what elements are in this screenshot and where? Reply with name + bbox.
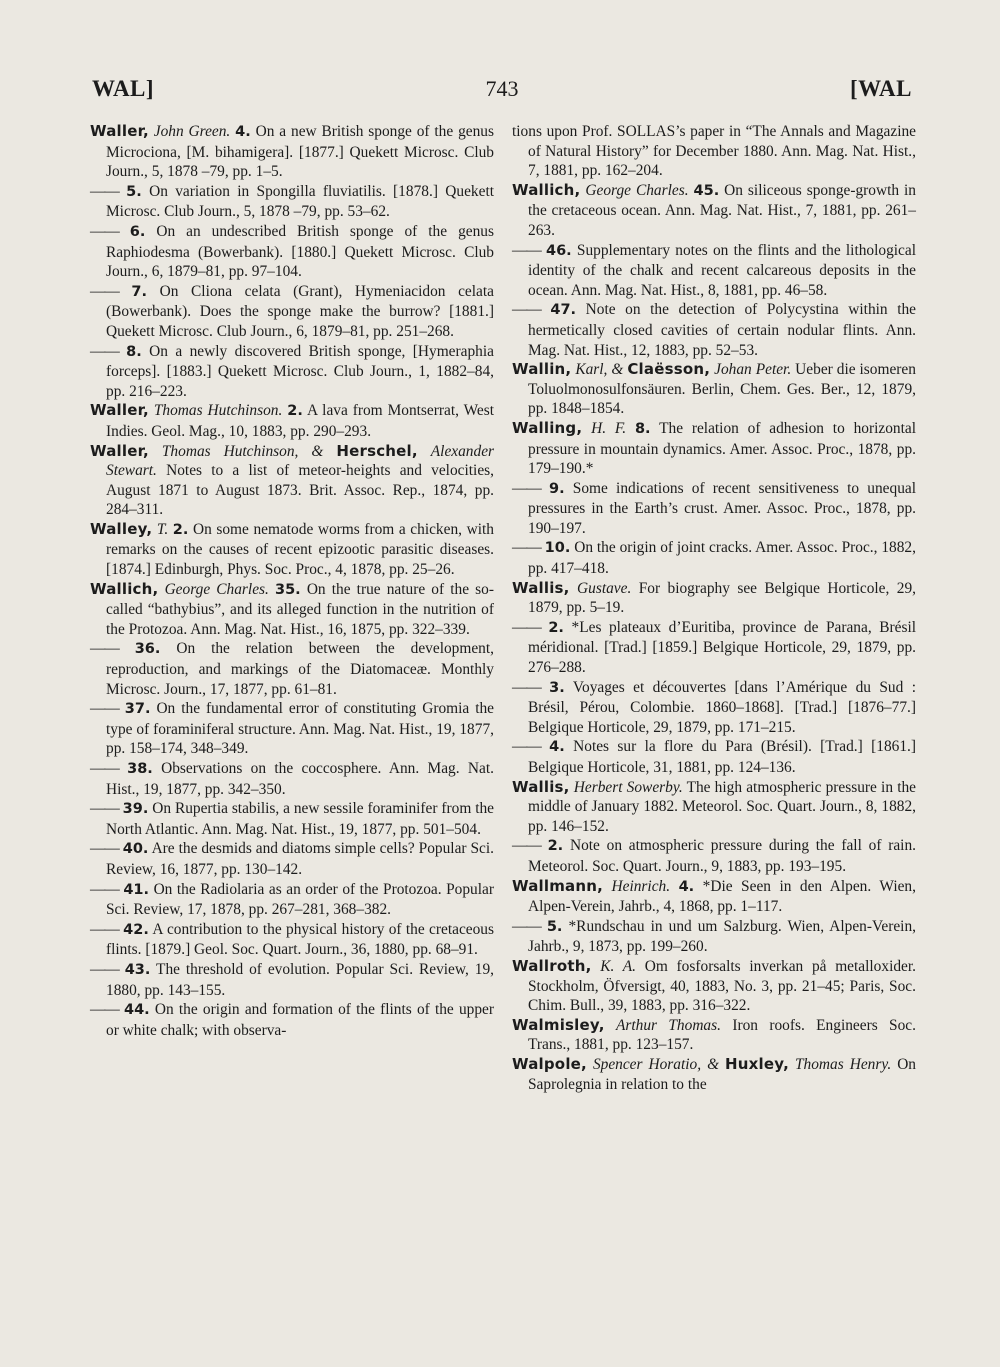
bibliography-entry xyxy=(512,360,916,419)
coauthor-given-name: Alexander Stewart. xyxy=(106,442,495,480)
entry-number: 46. xyxy=(546,242,572,259)
entry-text: *Die Seen in den Alpen. Wien, Alpen-Verein, Jahrb., 4, 1868, pp. 1–117. xyxy=(528,877,916,916)
entry-number: 10. xyxy=(544,540,571,557)
bibliography-entry xyxy=(512,778,916,837)
bibliography-entry xyxy=(90,182,494,222)
author-surname: Walpole, xyxy=(512,1054,587,1073)
author-surname: Wallich, xyxy=(90,579,159,598)
entry-text: On a new British sponge of the genus Microciona, [M. bihamigera]. [1877.] Quekett Microsc. Club Journ., 5, 1878 –79, pp. 1–5. xyxy=(106,123,494,181)
entry-number: 3. xyxy=(549,679,565,696)
entry-number: 4. xyxy=(678,878,695,895)
entry-number: 8. xyxy=(634,420,651,437)
entry-text: A contribution to the physical history of the cretaceous flints. [1879.] Geol. Soc. Quart. Journ., 36, 1880, pp. 68–91. xyxy=(106,920,494,959)
ditto-dash: —— xyxy=(512,917,541,935)
bibliography-entry xyxy=(90,282,494,342)
entry-text: On the origin and formation of the flints of the upper or white chalk; with observa- xyxy=(106,1001,494,1039)
coauthor-given-name: Thomas Henry. xyxy=(794,1055,892,1073)
bibliography-entry xyxy=(512,579,916,618)
author-surname: Walmisley, xyxy=(512,1015,605,1034)
entry-number: 44. xyxy=(123,1002,150,1019)
entry-text: *Rundschau in und um Salzburg. Wien, Alpen-Verein, Jahrb., 9, 1873, pp. 199–260. xyxy=(528,917,916,956)
coauthor-given-name: Johan Peter. xyxy=(714,361,792,379)
entry-text: On the true nature of the so-called “bathybius”, and its alleged function in the nutrition of the Protozoa. Ann. Mag. Nat. Hist., 16, 1875, pp. 322–339. xyxy=(106,580,494,638)
bibliography-entry xyxy=(90,442,494,520)
ditto-dash: —— xyxy=(512,678,541,696)
bibliography-entry xyxy=(512,917,916,957)
entry-number: 39. xyxy=(122,801,149,818)
bibliography-entry xyxy=(512,1055,916,1094)
ditto-dash: —— xyxy=(512,301,541,319)
coauthor-surname: Claësson, xyxy=(627,360,711,379)
bibliography-entry xyxy=(90,639,494,699)
entry-number: 45. xyxy=(693,182,720,199)
ditto-dash: —— xyxy=(512,539,541,557)
ditto-dash: —— xyxy=(90,282,119,300)
entry-number: 36. xyxy=(134,641,161,658)
ditto-dash: —— xyxy=(90,920,119,938)
ditto-dash: —— xyxy=(90,640,119,658)
header-left-guide-word: WAL] xyxy=(92,76,155,101)
entry-number: 6. xyxy=(129,223,146,240)
author-surname: Wallmann, xyxy=(512,876,604,895)
author-given-name: Thomas Hutchinson, & xyxy=(161,442,324,460)
entry-text: On the origin of joint cracks. Amer. Assoc. Proc., 1882, pp. 417–418. xyxy=(528,539,916,578)
entry-text: Iron roofs. Engineers Soc. Trans., 1881, pp. 123–157. xyxy=(528,1016,916,1054)
author-surname: Waller, xyxy=(90,441,149,460)
entry-number: 4. xyxy=(549,739,565,756)
bibliography-entry xyxy=(512,479,916,539)
entry-text: Note on atmospheric pressure during the fall of rain. Meteorol. Soc. Quart. Journ., 9, 1883, pp. 193–195. xyxy=(528,837,916,875)
author-given-name: Thomas Hutchinson. xyxy=(153,402,283,420)
bibliography-entry xyxy=(90,960,494,1000)
entry-number: 5. xyxy=(546,918,563,935)
bibliography-entry xyxy=(90,122,494,182)
entry-number: 42. xyxy=(123,921,149,938)
ditto-dash: —— xyxy=(512,738,541,756)
ditto-dash: —— xyxy=(90,840,119,858)
entry-number: 4. xyxy=(235,124,251,140)
ditto-dash: —— xyxy=(90,342,119,360)
entry-text: On a newly discovered British sponge, [Hymeraphia forceps]. [1883.] Quekett Microsc. Club Journ., 1, 1882–84, pp. 216–223. xyxy=(106,342,494,400)
bibliography-entry xyxy=(512,419,916,479)
author-surname: Wallich, xyxy=(512,180,581,199)
entry-number: 43. xyxy=(124,961,151,978)
entry-number: 2. xyxy=(548,619,564,636)
ditto-dash: —— xyxy=(512,837,541,855)
author-given-name: T. xyxy=(156,520,169,538)
ditto-dash: —— xyxy=(90,800,119,818)
entry-number: 38. xyxy=(127,761,153,777)
ditto-dash: —— xyxy=(90,222,119,240)
author-surname: Wallroth, xyxy=(512,956,592,975)
bibliography-entry xyxy=(512,1016,916,1055)
author-given-name: Spencer Horatio, & xyxy=(592,1055,720,1073)
entry-text: On siliceous sponge-growth in the cretaceous ocean. Ann. Mag. Nat. Hist., 7, 1881, pp. 261–263. xyxy=(528,181,917,239)
entry-number: 8. xyxy=(126,343,142,360)
entry-number: 2. xyxy=(287,403,303,420)
entry-text: On the fundamental error of constituting Gromia the type of foraminiferal structure. Ann. Mag. Nat. Hist., 19, 1877, pp. 158–174, 348–349. xyxy=(106,700,494,758)
entry-text: Voyages et découvertes [dans l’Amérique du Sud : Brésil, Pérou, Colombie. 1860–1868]. [Trad.] [1876–77.] Belgique Horticole, 29, 1879, pp. 171–215. xyxy=(528,678,916,736)
entry-text: The threshold of evolution. Popular Sci. Review, 19, 1880, pp. 143–155. xyxy=(106,960,494,999)
bibliography-entry xyxy=(90,759,494,799)
entry-text: Are the desmids and diatoms simple cells? Popular Sci. Review, 16, 1877, pp. 130–142. xyxy=(106,840,494,878)
bibliography-entry xyxy=(90,799,494,839)
bibliography-entry xyxy=(512,877,916,917)
bibliography-entry xyxy=(512,678,916,738)
entry-text: On Cliona celata (Grant), Hymeniacidon celata (Bowerbank). Does the sponge make the burrow? [1881.] Quekett Microsc. Club Journ., 6, 1879–81, pp. 251–268. xyxy=(106,282,494,340)
entry-text: Notes to a list of meteor-heights and velocities, August 1871 to August 1873. Brit. Assoc. Rep., 1874, pp. 284–311. xyxy=(106,462,494,519)
bibliography-entry xyxy=(512,181,916,241)
entry-text: Some indications of recent sensitiveness to unequal pressures in the Earth’s crust. Amer. Assoc. Proc., 1878, pp. 190–197. xyxy=(528,479,916,537)
ditto-dash: —— xyxy=(90,960,119,978)
ditto-dash: —— xyxy=(90,182,119,200)
entry-text: On variation in Spongilla fluviatilis. [1878.] Quekett Microsc. Club Journ., 5, 1878 –79, pp. 53–62. xyxy=(106,182,494,221)
coauthor-surname: Huxley, xyxy=(725,1054,789,1073)
author-given-name: Arthur Thomas. xyxy=(615,1016,721,1034)
entry-text: On Rupertia stabilis, a new sessile foraminifer from the North Atlantic. Ann. Mag. Nat. Hist., 19, 1877, pp. 501–504. xyxy=(106,800,494,838)
bibliography-entry xyxy=(512,538,916,578)
author-given-name: H. F. xyxy=(591,419,627,437)
right-column xyxy=(512,122,916,1094)
bibliography-entry xyxy=(512,737,916,777)
bibliography-entry xyxy=(90,699,494,759)
author-surname: Walling, xyxy=(512,418,583,437)
bibliography-entry xyxy=(512,618,916,678)
entry-number: 5. xyxy=(126,183,142,200)
author-given-name: John Green. xyxy=(153,123,231,140)
entry-text: tions upon Prof. SOLLAS’s paper in “The Annals and Magazine of Natural History” for December 1880. Ann. Mag. Nat. Hist., 7, 1881, pp. 162–204. xyxy=(512,123,916,180)
bibliography-entry xyxy=(512,241,916,301)
running-header xyxy=(92,76,912,116)
ditto-dash: —— xyxy=(90,700,119,718)
ditto-dash: —— xyxy=(90,880,119,898)
entry-text: For biography see Belgique Horticole, 29, 1879, pp. 5–19. xyxy=(528,579,916,617)
entry-text: On the Radiolaria as an order of the Protozoa. Popular Sci. Review, 17, 1878, pp. 267–281, 368–382. xyxy=(106,880,494,919)
entry-number: 40. xyxy=(122,841,149,858)
author-surname: Walley, xyxy=(90,519,153,538)
bibliography-entry xyxy=(90,920,494,960)
entry-number: 7. xyxy=(131,283,147,300)
left-column xyxy=(90,122,494,1040)
ditto-dash: —— xyxy=(90,760,119,777)
author-given-name: Herbert Sowerby. xyxy=(573,778,683,796)
bibliography-entry xyxy=(90,401,494,441)
entry-number: 2. xyxy=(547,838,564,855)
bibliography-entry xyxy=(90,342,494,402)
author-given-name: Karl, & xyxy=(575,361,624,379)
entry-text: On some nematode worms from a chicken, with remarks on the causes of recent epizootic parasitic diseases. [1874.] Edinburgh, Phys. Soc. Proc., 4, 1878, pp. 25–26. xyxy=(106,520,494,579)
author-surname: Waller, xyxy=(90,122,149,140)
entry-text: Supplementary notes on the flints and the lithological identity of the chalk and recent calcareous deposits in the ocean. Ann. Mag. Nat. Hist., 8, 1881, pp. 46–58. xyxy=(528,241,916,299)
entry-number: 47. xyxy=(550,302,577,319)
entry-text: A lava from Montserrat, West Indies. Geol. Mag., 10, 1883, pp. 290–293. xyxy=(106,402,494,440)
entry-text: Observations on the coccosphere. Ann. Mag. Nat. Hist., 19, 1877, pp. 342–350. xyxy=(106,760,494,798)
author-given-name: Gustave. xyxy=(577,579,632,597)
entry-text: On Saprolegnia in relation to the xyxy=(528,1055,916,1093)
author-surname: Waller, xyxy=(90,401,149,420)
entry-number: 9. xyxy=(548,480,565,497)
ditto-dash: —— xyxy=(512,618,541,636)
author-surname: Wallin, xyxy=(512,360,572,379)
page-number: 743 xyxy=(485,76,519,101)
entry-text: Om fosforsalts inverkan på metalloxider. Stockholm, Öfversigt, 40, 1883, No. 3, pp. 21–45; Paris, Soc. Chim. Bull., 39, 1883, pp. 316–322. xyxy=(528,957,916,1015)
entry-text: The high atmospheric pressure in the middle of January 1882. Meteorol. Soc. Quart. Journ., 8, 1882, pp. 146–152. xyxy=(528,778,916,835)
entry-text: On the relation between the development, reproduction, and markings of the Diatomaceæ. Monthly Microsc. Journ., 17, 1877, pp. 61–81. xyxy=(106,640,494,698)
entry-number: 37. xyxy=(124,701,151,718)
bibliography-entry xyxy=(512,836,916,876)
bibliography-entry xyxy=(512,122,916,181)
author-given-name: K. A. xyxy=(600,957,637,975)
bibliography-entry xyxy=(90,1000,494,1040)
entry-text: Ueber die isomeren Toluolmonosulfonsäuren. Berlin, Chem. Ges. Ber., 12, 1879, pp. 1848–1854. xyxy=(528,361,916,418)
ditto-dash: —— xyxy=(90,1001,119,1019)
author-given-name: Heinrich. xyxy=(611,877,671,895)
author-given-name: George Charles. xyxy=(164,580,269,598)
entry-number: 35. xyxy=(275,581,301,598)
entry-text: On an undescribed British sponge of the genus Raphiodesma (Bowerbank). [1880.] Quekett Microsc. Club Journ., 6, 1879–81, pp. 97–104. xyxy=(106,222,494,281)
coauthor-surname: Herschel, xyxy=(336,441,418,460)
header-right-guide-word: [WAL xyxy=(849,76,912,101)
entry-text: The relation of adhesion to horizontal pressure in mountain dynamics. Amer. Assoc. Proc., 1878, pp. 179–190.* xyxy=(528,419,916,478)
entry-text: Note on the detection of Polycystina within the hermetically closed cavities of certain nodular flints. Ann. Mag. Nat. Hist., 12, 1883, pp. 52–53. xyxy=(528,301,917,359)
ditto-dash: —— xyxy=(512,241,541,259)
bibliography-entry xyxy=(512,300,916,360)
entry-number: 41. xyxy=(123,881,150,898)
bibliography-entry xyxy=(90,839,494,879)
author-surname: Wallis, xyxy=(512,777,570,796)
bibliography-entry xyxy=(90,580,494,640)
entry-text: Notes sur la flore du Para (Brésil). [Trad.] [1861.] Belgique Horticole, 31, 1881, pp. 124–136. xyxy=(528,738,916,776)
bibliography-entry xyxy=(512,957,916,1016)
ditto-dash: —— xyxy=(512,479,541,497)
bibliography-entry xyxy=(90,880,494,920)
bibliography-entry xyxy=(90,222,494,282)
entry-text: *Les plateaux d’Euritiba, province de Parana, Brésil méridional. [Trad.] [1859.] Belgique Horticole, 29, 1879, pp. 276–288. xyxy=(528,618,916,677)
bibliography-entry xyxy=(90,520,494,580)
entry-number: 2. xyxy=(172,521,189,538)
author-surname: Wallis, xyxy=(512,578,570,597)
author-given-name: George Charles. xyxy=(585,181,689,199)
